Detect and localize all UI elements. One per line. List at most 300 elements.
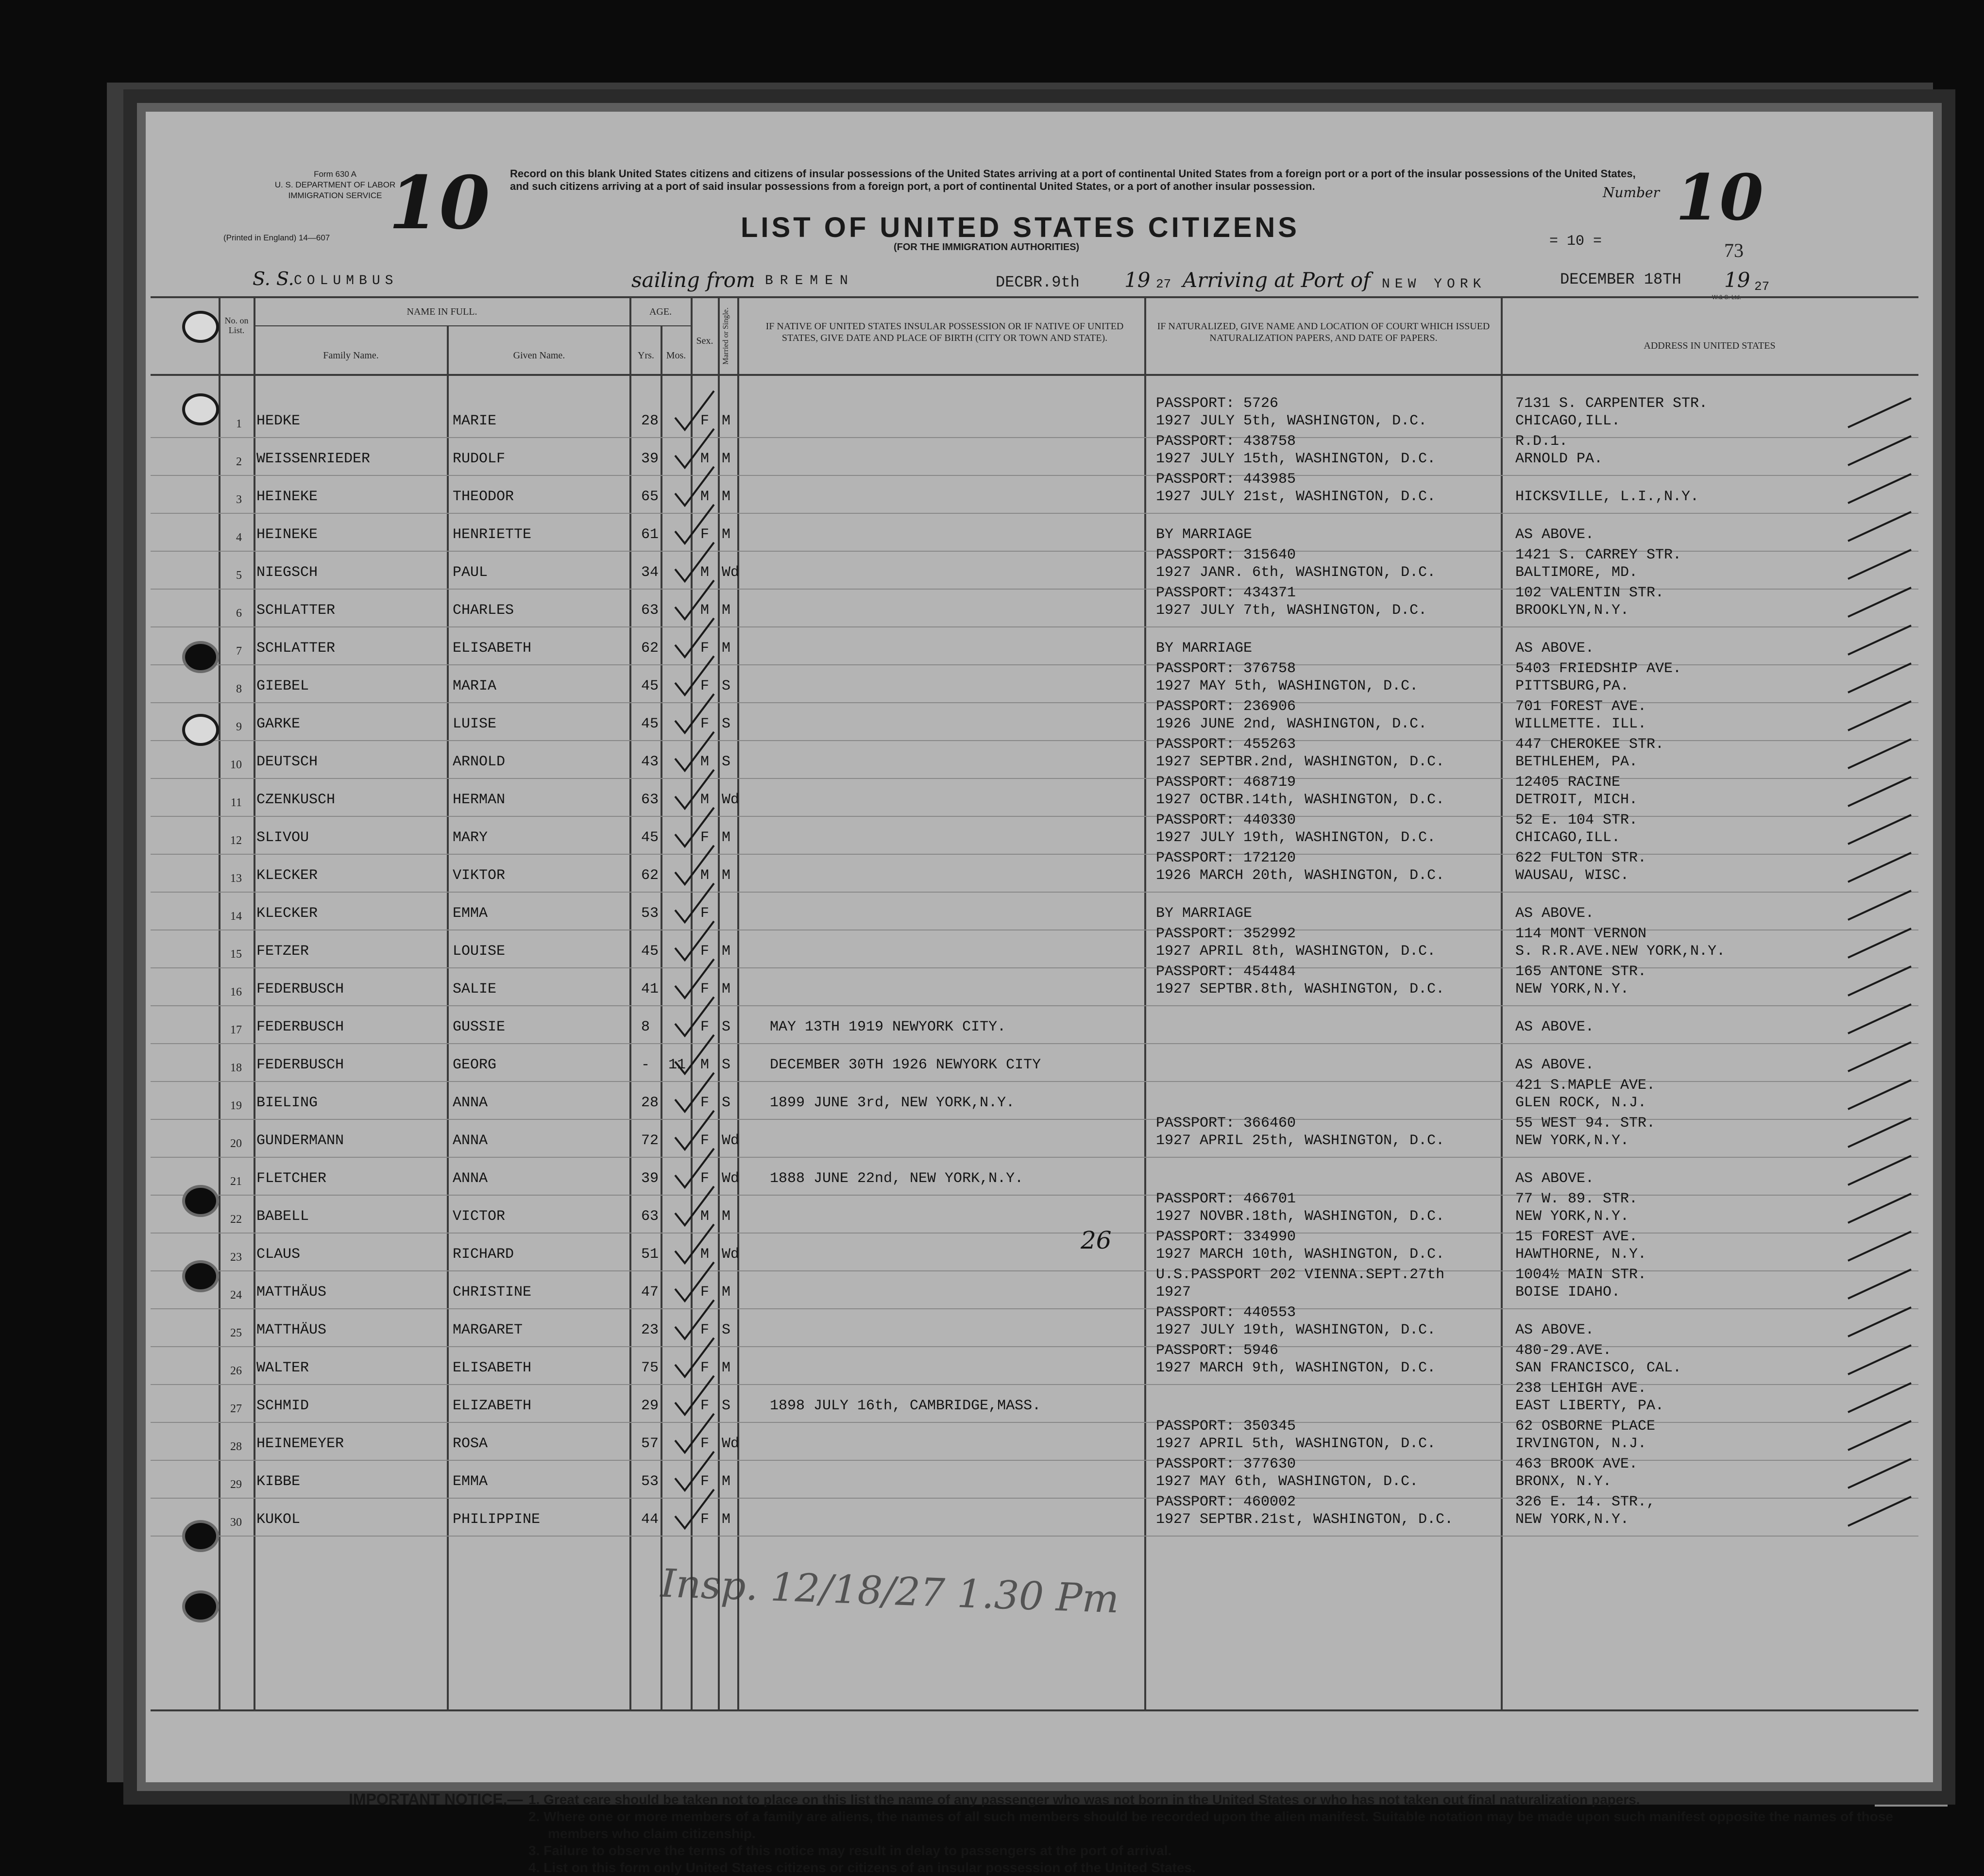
tick-mark-icon bbox=[1846, 696, 1914, 735]
marital-status: S bbox=[722, 1057, 731, 1073]
naturalization-line-2: 1926 JUNE 2nd, WASHINGTON, D.C. bbox=[1156, 716, 1427, 732]
family-name: HEDKE bbox=[256, 413, 301, 429]
naturalization-line-2: 1927 MAY 6th, WASHINGTON, D.C. bbox=[1156, 1473, 1419, 1490]
family-name: KLECKER bbox=[256, 905, 318, 922]
check-mark-icon bbox=[673, 957, 716, 1000]
row-rule bbox=[151, 1043, 1918, 1044]
sex: F bbox=[700, 640, 710, 657]
row-number: 26 bbox=[230, 1365, 242, 1377]
address-line-2: BOISE IDAHO. bbox=[1515, 1284, 1621, 1301]
sex: M bbox=[700, 1246, 710, 1263]
table-row bbox=[146, 896, 1933, 933]
naturalization-line-2: 1927 SEPTBR.21st, WASHINGTON, D.C. bbox=[1156, 1511, 1454, 1528]
age-months: 11 bbox=[668, 1057, 686, 1073]
family-name: HEINEMEYER bbox=[256, 1436, 344, 1452]
notice-item: 1. Great care should be taken not to place on this list the name of any passenger who was not born in the United States or who has not taken out final naturalization papers. bbox=[528, 1792, 1640, 1807]
check-mark-icon bbox=[673, 616, 716, 659]
row-number: 15 bbox=[230, 948, 242, 961]
address-line-2: AS ABOVE. bbox=[1515, 1019, 1594, 1035]
family-name: SCHLATTER bbox=[256, 640, 336, 657]
address-line-2: EAST LIBERTY, PA. bbox=[1515, 1398, 1664, 1414]
marital-status: M bbox=[722, 1284, 731, 1301]
age-years: 8 bbox=[641, 1019, 650, 1035]
age-years: 34 bbox=[641, 564, 659, 581]
row-rule bbox=[151, 702, 1918, 703]
given-name: RICHARD bbox=[453, 1246, 514, 1263]
family-name: GIEBEL bbox=[256, 678, 309, 694]
sex: F bbox=[700, 1095, 710, 1111]
row-number: 22 bbox=[230, 1213, 242, 1226]
address-line-1: 52 E. 104 STR. bbox=[1515, 812, 1638, 828]
given-name: ANNA bbox=[453, 1170, 488, 1187]
naturalization-line-2: 1927 bbox=[1156, 1284, 1191, 1301]
row-number: 25 bbox=[230, 1327, 242, 1339]
table-top-rule bbox=[151, 296, 1918, 298]
family-name: WALTER bbox=[256, 1360, 309, 1376]
date-to: DECEMBER 18TH bbox=[1560, 270, 1681, 288]
age-years: 41 bbox=[641, 981, 659, 997]
marital-status: M bbox=[722, 526, 731, 543]
given-name: PHILIPPINE bbox=[453, 1511, 541, 1528]
given-name: THEODOR bbox=[453, 489, 514, 505]
address-line-2: SAN FRANCISCO, CAL. bbox=[1515, 1360, 1682, 1376]
age-years: 63 bbox=[641, 1208, 659, 1225]
check-mark-icon bbox=[673, 1487, 716, 1531]
sex: F bbox=[700, 1019, 710, 1035]
marital-status: M bbox=[722, 1208, 731, 1225]
age-years: 39 bbox=[641, 451, 659, 467]
tick-mark-icon bbox=[1846, 1151, 1914, 1190]
family-name: FETZER bbox=[256, 943, 309, 960]
table-row bbox=[146, 1047, 1933, 1085]
marital-status: M bbox=[722, 981, 731, 997]
address-line-2: AS ABOVE. bbox=[1515, 905, 1594, 922]
table-row bbox=[146, 736, 1933, 782]
naturalization-line-2: 1927 APRIL 8th, WASHINGTON, D.C. bbox=[1156, 943, 1436, 960]
check-mark-icon bbox=[673, 729, 716, 773]
tick-mark-icon bbox=[1846, 659, 1914, 697]
age-years: 72 bbox=[641, 1132, 659, 1149]
age-years: 63 bbox=[641, 602, 659, 619]
tick-mark-icon bbox=[1846, 886, 1914, 925]
given-name: CHARLES bbox=[453, 602, 514, 619]
address-line-1: 165 ANTONE STR. bbox=[1515, 963, 1647, 980]
age-years: - bbox=[641, 1057, 650, 1073]
sex: F bbox=[700, 1360, 710, 1376]
given-name: MARGARET bbox=[453, 1322, 523, 1338]
birth-info: MAY 13TH 1919 NEWYORK CITY. bbox=[770, 1019, 1006, 1035]
address-line-2: IRVINGTON, N.J. bbox=[1515, 1436, 1647, 1452]
row-rule bbox=[151, 816, 1918, 817]
sex: F bbox=[700, 413, 710, 429]
table-row bbox=[146, 1077, 1933, 1123]
family-name: FEDERBUSCH bbox=[256, 981, 344, 997]
address-line-1: 447 CHEROKEE STR. bbox=[1515, 736, 1664, 753]
table-bottom-rule bbox=[151, 1709, 1918, 1711]
age-years: 53 bbox=[641, 1473, 659, 1490]
address-line-2: CHICAGO,ILL. bbox=[1515, 413, 1621, 429]
marital-status: M bbox=[722, 413, 731, 429]
arriving-label: Arriving at Port of bbox=[1183, 268, 1371, 292]
address-line-1: 480-29.AVE. bbox=[1515, 1342, 1612, 1359]
family-name: BABELL bbox=[256, 1208, 309, 1225]
age-years: 29 bbox=[641, 1398, 659, 1414]
address-line-1: 114 MONT VERNON bbox=[1515, 926, 1647, 942]
address-line-2: HICKSVILLE, L.I.,N.Y. bbox=[1515, 489, 1699, 505]
naturalization-line-2: 1927 JULY 21st, WASHINGTON, D.C. bbox=[1156, 489, 1436, 505]
number-label: Number bbox=[1603, 185, 1660, 201]
binder-hole bbox=[182, 1185, 219, 1217]
family-name: HEINEKE bbox=[256, 526, 318, 543]
given-name: VICTOR bbox=[453, 1208, 506, 1225]
age-years: 61 bbox=[641, 526, 659, 543]
marital-status: M bbox=[722, 1360, 731, 1376]
family-name: BIELING bbox=[256, 1095, 318, 1111]
marital-status: M bbox=[722, 640, 731, 657]
department: U. S. DEPARTMENT OF LABOR bbox=[274, 180, 396, 189]
form-id-block bbox=[262, 169, 408, 201]
row-rule bbox=[151, 513, 1918, 514]
sex: M bbox=[700, 867, 710, 884]
form-title: LIST OF UNITED STATES CITIZENS bbox=[741, 212, 1300, 243]
given-name: SALIE bbox=[453, 981, 497, 997]
notice-item: 2. Where one or more members of a family are aliens, the names of all such members should be recorded upon the alien manifest. Suitable notation may be made upon such manifest opposite the names of those members who claim citizenship. bbox=[528, 1809, 1893, 1841]
naturalization-line-1: PASSPORT: 454484 bbox=[1156, 963, 1296, 980]
tick-mark-icon bbox=[1846, 1416, 1914, 1455]
address-line-1: 55 WEST 94. STR. bbox=[1515, 1115, 1656, 1132]
check-mark-icon bbox=[673, 654, 716, 697]
row-number: 5 bbox=[236, 569, 242, 582]
row-rule bbox=[151, 1536, 1918, 1537]
col-married: Married or Single. bbox=[722, 307, 730, 365]
ship-name: COLUMBUS bbox=[294, 273, 398, 288]
check-mark-icon bbox=[673, 540, 716, 584]
age-years: 62 bbox=[641, 640, 659, 657]
tick-mark-icon bbox=[1846, 1302, 1914, 1341]
check-mark-icon bbox=[673, 1373, 716, 1417]
table-row bbox=[146, 926, 1933, 971]
stamp-number: = 10 = bbox=[1549, 233, 1602, 250]
family-name: SLIVOU bbox=[256, 829, 309, 846]
row-number: 2 bbox=[236, 456, 242, 468]
row-number: 14 bbox=[230, 910, 242, 923]
age-years: 43 bbox=[641, 754, 659, 770]
sex: F bbox=[700, 1398, 710, 1414]
address-line-2: WILLMETTE. ILL. bbox=[1515, 716, 1647, 732]
row-number: 28 bbox=[230, 1440, 242, 1453]
naturalization-line-2: 1927 APRIL 25th, WASHINGTON, D.C. bbox=[1156, 1132, 1445, 1149]
tick-mark-icon bbox=[1846, 848, 1914, 887]
year-to-prefix: 19 bbox=[1724, 268, 1750, 292]
tick-mark-icon bbox=[1846, 1340, 1914, 1379]
naturalization-line-1: PASSPORT: 352992 bbox=[1156, 926, 1296, 942]
notice-item: 4. List on this form only United States citizens or citizens of an insular possession of the United States. bbox=[528, 1860, 1196, 1875]
address-line-2: AS ABOVE. bbox=[1515, 526, 1594, 543]
given-name: MARY bbox=[453, 829, 488, 846]
family-name: FEDERBUSCH bbox=[256, 1019, 344, 1035]
table-row bbox=[146, 395, 1933, 441]
table-row bbox=[146, 850, 1933, 896]
given-name: ARNOLD bbox=[453, 754, 506, 770]
marital-status: Wd bbox=[722, 1436, 740, 1452]
address-line-2: BROOKLYN,N.Y. bbox=[1515, 602, 1629, 619]
naturalization-line-2: 1927 SEPTBR.2nd, WASHINGTON, D.C. bbox=[1156, 754, 1445, 770]
check-mark-icon bbox=[673, 1108, 716, 1152]
age-years: 63 bbox=[641, 792, 659, 808]
check-mark-icon bbox=[673, 843, 716, 887]
check-mark-icon bbox=[673, 1070, 716, 1114]
naturalization-line-2: 1927 JULY 19th, WASHINGTON, D.C. bbox=[1156, 829, 1436, 846]
row-rule bbox=[151, 1384, 1918, 1385]
naturalization-line-2: BY MARRIAGE bbox=[1156, 905, 1253, 922]
sex: F bbox=[700, 1284, 710, 1301]
marital-status: Wd bbox=[722, 792, 740, 808]
col-family-name: Family Name. bbox=[323, 350, 379, 361]
sex: F bbox=[700, 716, 710, 732]
given-name: LUISE bbox=[453, 716, 497, 732]
sex: F bbox=[700, 905, 710, 922]
table-row bbox=[146, 1115, 1933, 1161]
service: IMMIGRATION SERVICE bbox=[288, 191, 382, 200]
marital-status: Wd bbox=[722, 1246, 740, 1263]
notice-item: 3. Failure to observe the terms of this notice may result in delay to passengers at the port of arrival. bbox=[528, 1843, 1172, 1858]
naturalization-line-2: 1927 MARCH 9th, WASHINGTON, D.C. bbox=[1156, 1360, 1436, 1376]
naturalization-line-1: PASSPORT: 315640 bbox=[1156, 547, 1296, 563]
sex: M bbox=[700, 1057, 710, 1073]
birth-info: 1899 JUNE 3rd, NEW YORK,N.Y. bbox=[770, 1095, 1015, 1111]
family-name: MATTHÄUS bbox=[256, 1284, 327, 1301]
row-number: 27 bbox=[230, 1403, 242, 1415]
check-mark-icon bbox=[673, 995, 716, 1038]
family-name: GUNDERMANN bbox=[256, 1132, 344, 1149]
check-mark-icon bbox=[673, 1298, 716, 1341]
marital-status: S bbox=[722, 1019, 731, 1035]
age-years: 65 bbox=[641, 489, 659, 505]
form-number: Form 630 A bbox=[314, 169, 356, 179]
tick-mark-icon bbox=[1846, 999, 1914, 1038]
tick-mark-icon bbox=[1846, 1227, 1914, 1266]
address-line-2: AS ABOVE. bbox=[1515, 1170, 1594, 1187]
address-line-2: AS ABOVE. bbox=[1515, 1057, 1594, 1073]
address-line-2: BETHLEHEM, PA. bbox=[1515, 754, 1638, 770]
year-from: 27 bbox=[1156, 277, 1171, 291]
handwritten-list-number: 10 bbox=[389, 160, 490, 246]
marital-status: Wd bbox=[722, 1132, 740, 1149]
check-mark-icon bbox=[673, 805, 716, 849]
row-rule bbox=[151, 1308, 1918, 1309]
check-mark-icon bbox=[673, 1260, 716, 1303]
table-row bbox=[146, 660, 1933, 706]
tick-mark-icon bbox=[1846, 1037, 1914, 1076]
age-years: 53 bbox=[641, 905, 659, 922]
naturalization-line-1: PASSPORT: 236906 bbox=[1156, 698, 1296, 715]
sex: F bbox=[700, 1436, 710, 1452]
marital-status: M bbox=[722, 489, 731, 505]
marital-status: S bbox=[722, 1398, 731, 1414]
table-row bbox=[146, 1009, 1933, 1047]
address-line-2: DETROIT, MICH. bbox=[1515, 792, 1638, 808]
sex: F bbox=[700, 678, 710, 694]
intro-text: Record on this blank United States citizens and citizens of insular possessions of the United States arriving at a port of continental United States from a foreign port or a port of the insular possessions of the United States, and such citizens arriving at a port of said insular possessions from a foreign port, a port of continental United States, or a port of another insular possession. bbox=[510, 168, 1636, 192]
marital-status: M bbox=[722, 1473, 731, 1490]
table-row bbox=[146, 585, 1933, 630]
tick-mark-icon bbox=[1846, 393, 1914, 432]
age-years: 57 bbox=[641, 1436, 659, 1452]
binder-hole bbox=[182, 641, 219, 673]
table-row bbox=[146, 1418, 1933, 1464]
sex: F bbox=[700, 1511, 710, 1528]
marital-status: M bbox=[722, 451, 731, 467]
age-years: 45 bbox=[641, 829, 659, 846]
naturalization-line-1: PASSPORT: 455263 bbox=[1156, 736, 1296, 753]
tick-mark-icon bbox=[1846, 734, 1914, 773]
row-rule bbox=[151, 892, 1918, 893]
row-rule bbox=[151, 1346, 1918, 1347]
tick-mark-icon bbox=[1846, 545, 1914, 584]
row-number: 24 bbox=[230, 1289, 242, 1301]
given-name: LOUISE bbox=[453, 943, 506, 960]
age-years: 51 bbox=[641, 1246, 659, 1263]
address-line-2: PITTSBURG,PA. bbox=[1515, 678, 1629, 694]
table-row bbox=[146, 547, 1933, 592]
naturalization-line-2: 1927 MARCH 10th, WASHINGTON, D.C. bbox=[1156, 1246, 1445, 1263]
check-mark-icon bbox=[673, 881, 716, 925]
check-mark-icon bbox=[673, 919, 716, 963]
address-line-1: 463 BROOK AVE. bbox=[1515, 1456, 1638, 1472]
age-years: 45 bbox=[641, 678, 659, 694]
given-name: ROSA bbox=[453, 1436, 488, 1452]
binder-hole bbox=[182, 1520, 219, 1552]
table-row bbox=[146, 963, 1933, 1009]
check-mark-icon bbox=[673, 502, 716, 546]
marital-status: M bbox=[722, 867, 731, 884]
family-name: CZENKUSCH bbox=[256, 792, 336, 808]
family-name: MATTHÄUS bbox=[256, 1322, 327, 1338]
col-given-name: Given Name. bbox=[513, 350, 565, 361]
sex: M bbox=[700, 451, 710, 467]
address-line-1: 421 S.MAPLE AVE. bbox=[1515, 1077, 1656, 1094]
given-name: ELISABETH bbox=[453, 640, 532, 657]
row-rule bbox=[151, 475, 1918, 476]
marital-status: S bbox=[722, 678, 731, 694]
birth-info: 1898 JULY 16th, CAMBRIDGE,MASS. bbox=[770, 1398, 1041, 1414]
table-row bbox=[146, 774, 1933, 820]
address-line-1: 12405 RACINE bbox=[1515, 774, 1621, 791]
table-row bbox=[146, 812, 1933, 858]
address-line-2: GLEN ROCK, N.J. bbox=[1515, 1095, 1647, 1111]
naturalization-line-1: PASSPORT: 366460 bbox=[1156, 1115, 1296, 1132]
row-number: 9 bbox=[236, 721, 242, 733]
tick-mark-icon bbox=[1846, 583, 1914, 622]
given-name: VIKTOR bbox=[453, 867, 506, 884]
form-subtitle: (FOR THE IMMIGRATION AUTHORITIES) bbox=[894, 242, 1080, 253]
row-number: 7 bbox=[236, 645, 242, 658]
address-line-2: NEW YORK,N.Y. bbox=[1515, 1208, 1629, 1225]
tick-mark-icon bbox=[1846, 1454, 1914, 1493]
marital-status: M bbox=[722, 602, 731, 619]
row-number: 30 bbox=[230, 1516, 242, 1529]
important-notice bbox=[349, 1791, 1951, 1876]
table-row bbox=[146, 1304, 1933, 1350]
binder-hole bbox=[182, 311, 219, 343]
port-to: NEW YORK bbox=[1382, 277, 1486, 292]
address-line-1: 77 W. 89. STR. bbox=[1515, 1191, 1638, 1207]
marital-status: M bbox=[722, 1511, 731, 1528]
given-name: GEORG bbox=[453, 1057, 497, 1073]
row-number: 18 bbox=[230, 1062, 242, 1074]
given-name: MARIA bbox=[453, 678, 497, 694]
address-line-1: 15 FOREST AVE. bbox=[1515, 1229, 1638, 1245]
col-no: No. on List. bbox=[224, 316, 249, 335]
age-years: 44 bbox=[641, 1511, 659, 1528]
tick-mark-icon bbox=[1846, 810, 1914, 849]
row-number: 19 bbox=[230, 1099, 242, 1112]
binder-hole bbox=[182, 714, 219, 746]
tick-mark-icon bbox=[1846, 621, 1914, 659]
naturalization-line-2: 1927 JULY 5th, WASHINGTON, D.C. bbox=[1156, 413, 1427, 429]
table-row bbox=[146, 1161, 1933, 1199]
row-rule bbox=[151, 1195, 1918, 1196]
table-row bbox=[146, 1267, 1933, 1312]
year-prefix: 19 bbox=[1124, 268, 1151, 292]
family-name: KLECKER bbox=[256, 867, 318, 884]
table-row bbox=[146, 1191, 1933, 1236]
family-name: DEUTSCH bbox=[256, 754, 318, 770]
naturalization-line-1: PASSPORT: 5726 bbox=[1156, 395, 1279, 412]
naturalization-line-1: PASSPORT: 460002 bbox=[1156, 1494, 1296, 1510]
given-name: CHRISTINE bbox=[453, 1284, 532, 1301]
row-number: 4 bbox=[236, 531, 242, 544]
tick-mark-icon bbox=[1846, 1189, 1914, 1228]
table-row bbox=[146, 1380, 1933, 1426]
naturalization-line-2: 1927 JANR. 6th, WASHINGTON, D.C. bbox=[1156, 564, 1436, 581]
sex: M bbox=[700, 602, 710, 619]
family-name: HEINEKE bbox=[256, 489, 318, 505]
family-name: GARKE bbox=[256, 716, 301, 732]
birth-info: DECEMBER 30TH 1926 NEWYORK CITY bbox=[770, 1057, 1041, 1073]
naturalization-line-1: U.S.PASSPORT 202 VIENNA.SEPT.27th bbox=[1156, 1267, 1445, 1283]
printed-note: (Printed in England) 14—607 bbox=[223, 233, 330, 242]
row-number: 11 bbox=[230, 796, 242, 809]
naturalization-line-1: PASSPORT: 350345 bbox=[1156, 1418, 1296, 1435]
check-mark-icon bbox=[673, 1411, 716, 1455]
row-number: 23 bbox=[230, 1251, 242, 1264]
naturalization-line-2: BY MARRIAGE bbox=[1156, 640, 1253, 657]
sex: M bbox=[700, 489, 710, 505]
col-naturalized: IF NATURALIZED, GIVE NAME AND LOCATION OF COURT WHICH ISSUED NATURALIZATION PAPERS, AND DATE OF PAPERS. bbox=[1157, 321, 1490, 343]
naturalization-line-1: PASSPORT: 440553 bbox=[1156, 1304, 1296, 1321]
col-native-birth: IF NATIVE OF UNITED STATES INSULAR POSSESSION OR IF NATIVE OF UNITED STATES, GIVE DATE AND PLACE OF BIRTH (CITY OR TOWN AND STATE). bbox=[765, 321, 1124, 343]
age-years: 75 bbox=[641, 1360, 659, 1376]
naturalization-line-2: 1927 SEPTBR.8th, WASHINGTON, D.C. bbox=[1156, 981, 1445, 997]
row-number: 20 bbox=[230, 1137, 242, 1150]
family-name: NIEGSCH bbox=[256, 564, 318, 581]
table-row bbox=[146, 471, 1933, 517]
address-line-2: BALTIMORE, MD. bbox=[1515, 564, 1638, 581]
naturalization-line-2: 1927 APRIL 5th, WASHINGTON, D.C. bbox=[1156, 1436, 1436, 1452]
address-line-1: 326 E. 14. STR., bbox=[1515, 1494, 1656, 1510]
inspector-signature: Insp. 12/18/27 1.30 Pm bbox=[660, 1560, 1120, 1622]
given-name: RUDOLF bbox=[453, 451, 506, 467]
marital-status: M bbox=[722, 829, 731, 846]
given-name: ANNA bbox=[453, 1095, 488, 1111]
given-name: ELIZABETH bbox=[453, 1398, 532, 1414]
marital-status: Wd bbox=[722, 1170, 740, 1187]
tick-mark-icon bbox=[1846, 772, 1914, 811]
table-row bbox=[146, 698, 1933, 744]
binder-hole bbox=[182, 1260, 219, 1292]
check-mark-icon bbox=[673, 1335, 716, 1379]
